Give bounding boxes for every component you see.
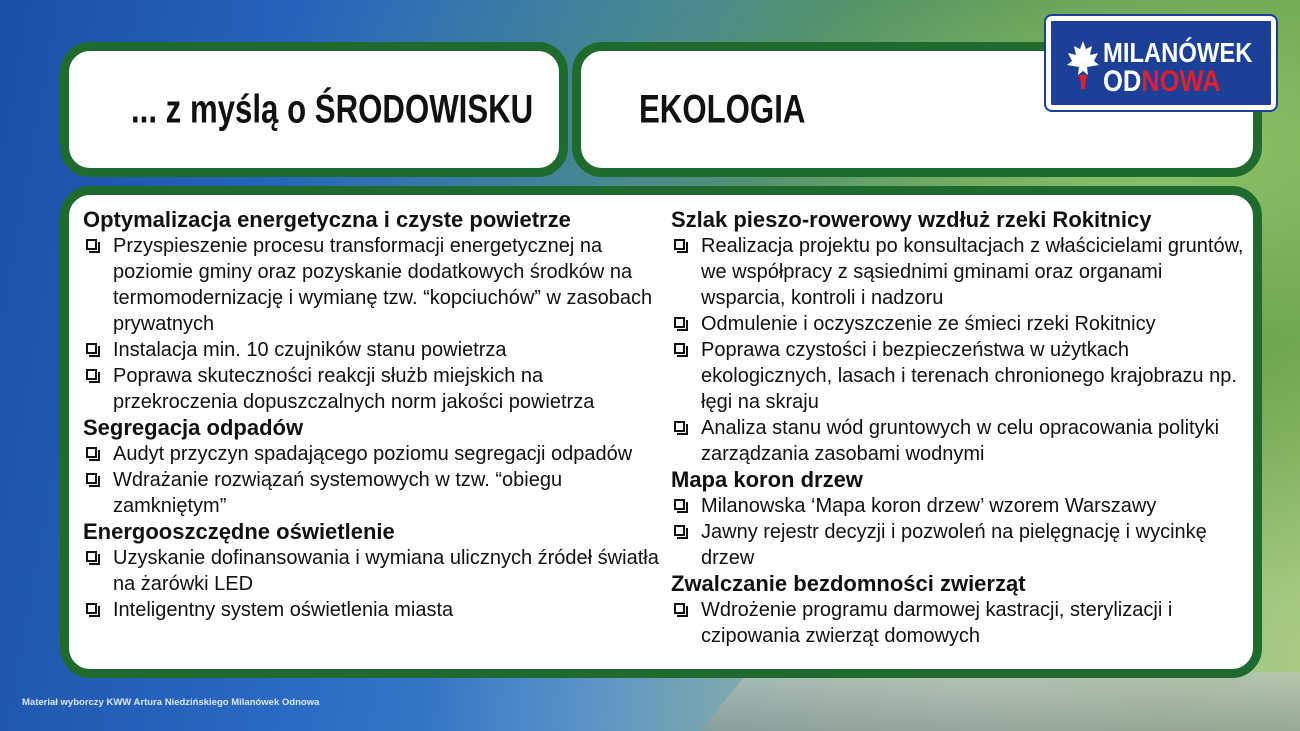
title-right: EKOLOGIA xyxy=(639,87,806,131)
section-title: Segregacja odpadów xyxy=(83,415,304,440)
list-item: Wdrażanie rozwiązań systemowych w tzw. “obiegu zamkniętym” xyxy=(83,467,673,519)
checkbox-icon xyxy=(674,421,685,432)
list-item: Realizacja projektu po konsultacjach z właścicielami gruntów, we współpracy z sąsiednimi gminami oraz organami wsparcia, kontroli i nadzoru xyxy=(671,233,1251,311)
title-left: ... z myślą o ŚRODOWISKU xyxy=(131,87,534,131)
list-item: Wdrożenie programu darmowej kastracji, sterylizacji i czipowania zwierząt domowych xyxy=(671,597,1251,649)
checkbox-icon xyxy=(674,343,685,354)
section-title: Mapa koron drzew xyxy=(671,467,863,492)
section-title: Optymalizacja energetyczna i czyste powietrze xyxy=(83,207,571,232)
checkbox-icon xyxy=(86,369,97,380)
list-item: Jawny rejestr decyzji i pozwoleń na pielęgnację i wycinkę drzew xyxy=(671,519,1251,571)
list-item: Milanowska ‘Mapa koron drzew’ wzorem Warszawy xyxy=(671,493,1251,519)
checkbox-icon xyxy=(86,239,97,250)
list-item: Analiza stanu wód gruntowych w celu opracowania polityki zarządzania zasobami wodnymi xyxy=(671,415,1251,467)
checkbox-icon xyxy=(674,525,685,536)
checkbox-icon xyxy=(674,239,685,250)
logo-nowa: NOWA xyxy=(1141,65,1221,98)
checkbox-icon xyxy=(86,447,97,458)
section-title: Szlak pieszo-rowerowy wzdłuż rzeki Rokitnicy xyxy=(671,207,1152,232)
checkbox-icon xyxy=(86,343,97,354)
list-item: Uzyskanie dofinansowania i wymiana ulicznych źródeł światła na żarówki LED xyxy=(83,545,673,597)
list-item: Odmulenie i oczyszczenie ze śmieci rzeki Rokitnicy xyxy=(671,311,1251,337)
checkbox-icon xyxy=(86,473,97,484)
list-item: Audyt przyczyn spadającego poziomu segregacji odpadów xyxy=(83,441,673,467)
section-title: Zwalczanie bezdomności zwierząt xyxy=(671,571,1026,596)
title-panel-left xyxy=(60,42,568,177)
background-road xyxy=(700,672,1300,731)
list-item: Poprawa skuteczności reakcji służb miejskich na przekroczenia dopuszczalnych norm jakości powietrza xyxy=(83,363,673,415)
list-item: Inteligentny system oświetlenia miasta xyxy=(83,597,673,623)
milanowek-odnowa-logo xyxy=(1046,16,1276,110)
checkbox-icon xyxy=(674,317,685,328)
checkbox-icon xyxy=(674,499,685,510)
logo-line2 xyxy=(1103,65,1221,99)
checkbox-icon xyxy=(86,551,97,562)
list-item: Instalacja min. 10 czujników stanu powietrza xyxy=(83,337,673,363)
list-item: Poprawa czystości i bezpieczeństwa w użytkach ekologicznych, lasach i terenach chronionego krajobrazu np. łęgi na skraju xyxy=(671,337,1251,415)
section-title: Energooszczędne oświetlenie xyxy=(83,519,395,544)
right-column xyxy=(671,207,1251,649)
checkbox-icon xyxy=(86,603,97,614)
maple-leaf-icon xyxy=(1065,39,1101,91)
footer-disclaimer: Materiał wyborczy KWW Artura Niedzińskiego Milanówek Odnowa xyxy=(22,697,320,708)
content-panel xyxy=(60,186,1262,678)
logo-line1: MILANÓWEK xyxy=(1103,37,1253,68)
checkbox-icon xyxy=(674,603,685,614)
logo-od: OD xyxy=(1103,65,1142,98)
list-item: Przyspieszenie procesu transformacji energetycznej na poziomie gminy oraz pozyskanie dodatkowych środków na termomodernizację i wymianę tzw. “kopciuchów” w zasobach prywatnych xyxy=(83,233,673,337)
left-column xyxy=(83,207,673,623)
